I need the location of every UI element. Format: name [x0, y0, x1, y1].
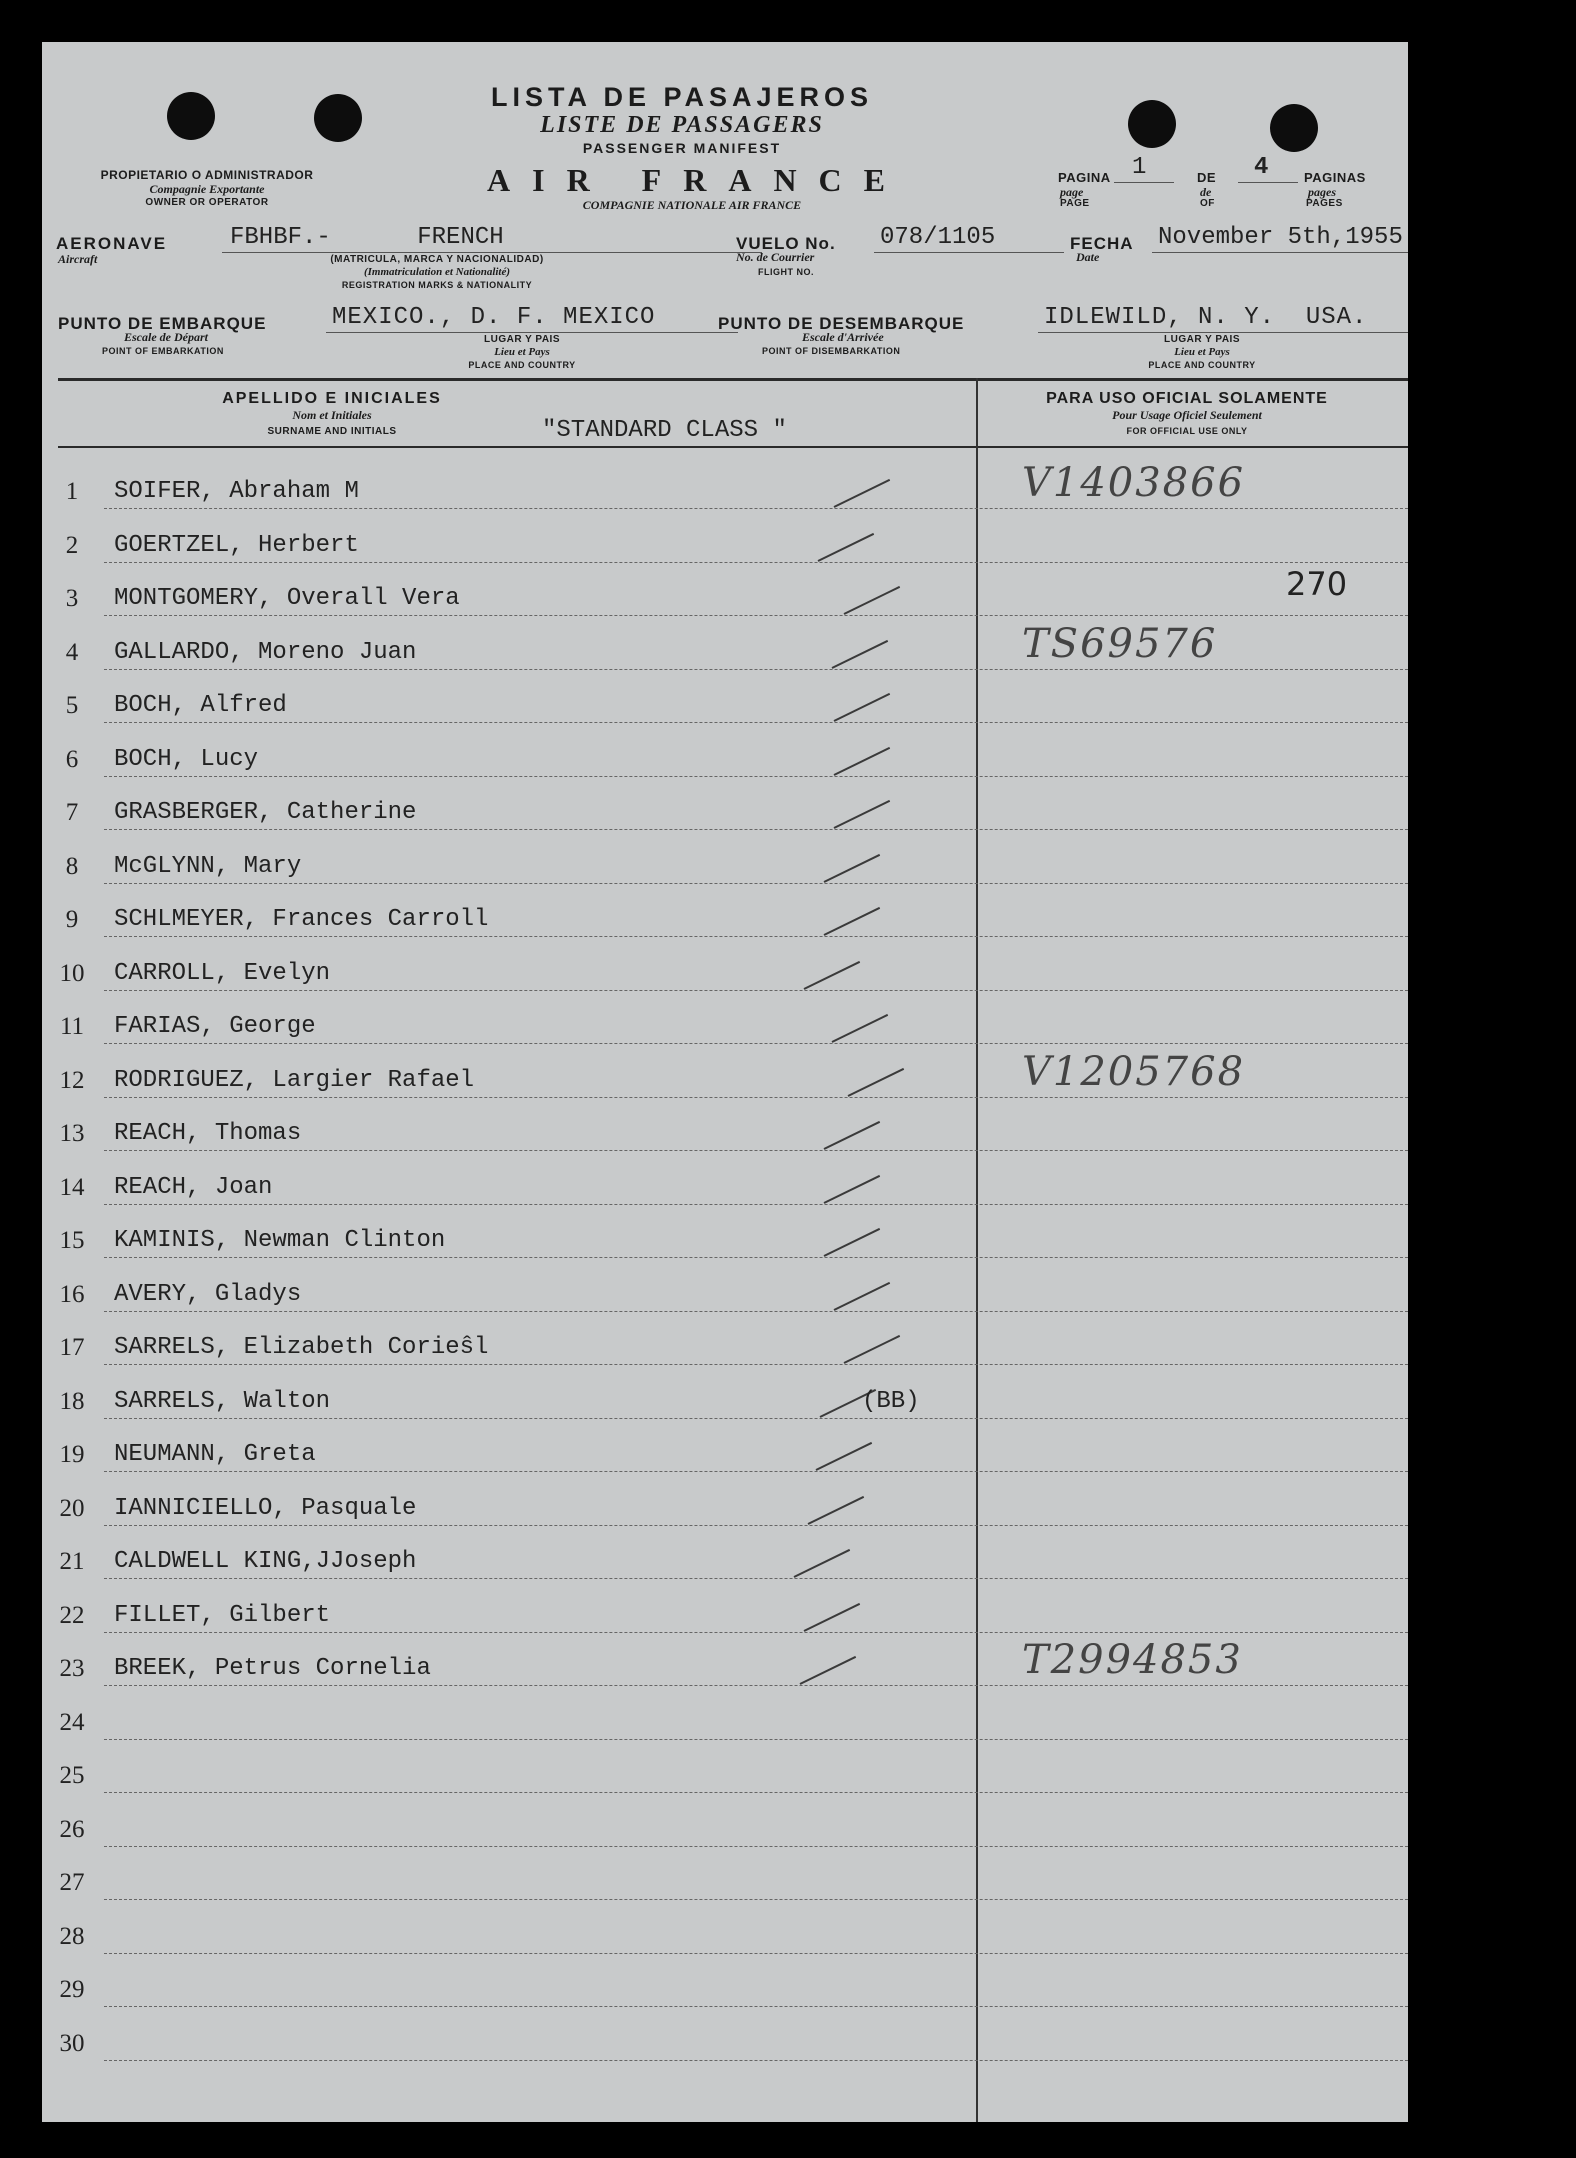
check-mark — [808, 1495, 865, 1524]
embark-sub3: PLACE AND COUNTRY — [468, 360, 576, 370]
embark-label-en: POINT OF EMBARKATION — [102, 346, 224, 356]
embark-value: MEXICO., D. F. MEXICO — [332, 304, 656, 331]
check-mark — [844, 1335, 901, 1364]
row-number: 11 — [59, 1013, 85, 1040]
passenger-name: BOCH, Lucy — [114, 745, 259, 773]
aircraft-sub2: (Immatriculation et Nationalité) — [363, 266, 511, 278]
row-rule — [104, 2006, 1408, 2007]
check-mark — [818, 532, 875, 561]
title-fr: LISTE DE PASSAGERS — [540, 112, 824, 138]
row-rule — [104, 936, 1408, 937]
row-rule — [104, 2060, 1408, 2061]
disembark-sub3: PLACE AND COUNTRY — [1148, 360, 1256, 370]
disembark-label-fr: Escale d'Arrivée — [802, 330, 884, 344]
disembark-sub1: LUGAR Y PAIS — [1163, 334, 1240, 345]
passenger-name: BOCH, Alfred — [114, 692, 287, 719]
page-number: 1 — [1132, 154, 1147, 181]
passenger-name: SARRELS, Elizabeth Corieŝl — [114, 1334, 489, 1361]
row-rule — [104, 1739, 1408, 1740]
date-label: FECHA — [1070, 234, 1134, 253]
row-rule — [104, 1204, 1408, 1205]
row-rule — [104, 1418, 1408, 1419]
de-fr-label: de — [1200, 185, 1212, 199]
col-surname-fr: Nom et Initiales — [292, 408, 372, 422]
title-es: LISTA DE PASAJEROS — [490, 82, 874, 112]
row-number: 12 — [59, 1066, 85, 1094]
row-rule — [104, 829, 1408, 830]
row-number: 22 — [59, 1601, 85, 1629]
of-en-label: OF — [1200, 198, 1215, 209]
row-number: 17 — [59, 1334, 85, 1361]
check-mark — [794, 1549, 851, 1578]
date-value: November 5th,1955 — [1158, 224, 1403, 251]
flight-label-en: FLIGHT NO. — [758, 267, 814, 277]
col-official-en: FOR OFFICIAL USE ONLY — [1126, 426, 1248, 436]
check-mark — [832, 639, 889, 668]
row-rule — [104, 990, 1408, 991]
check-mark — [844, 586, 901, 615]
row-number: 18 — [59, 1387, 85, 1415]
aircraft-sub3: REGISTRATION MARKS & NATIONALITY — [341, 280, 533, 290]
row-rule — [104, 1257, 1408, 1258]
row-number: 3 — [65, 585, 79, 612]
flight-number: 078/1105 — [880, 224, 996, 251]
row-number: 2 — [65, 531, 79, 559]
row-rule — [104, 562, 1408, 563]
table-header-rule — [58, 446, 1408, 448]
table-top-rule — [58, 378, 1408, 381]
official-number: T2994853 — [1022, 1637, 1243, 1683]
check-mark — [848, 1067, 905, 1096]
row-number: 27 — [59, 1869, 85, 1896]
owner-label-en: OWNER OR OPERATOR — [145, 197, 269, 208]
check-mark — [824, 1121, 881, 1150]
check-mark — [816, 1442, 873, 1471]
disembark-label: PUNTO DE DESEMBARQUE — [718, 314, 965, 333]
column-divider — [976, 378, 978, 2122]
passenger-name: RODRIGUEZ, Largier Rafael — [114, 1066, 475, 1094]
row-rule — [104, 1525, 1408, 1526]
row-number: 1 — [65, 478, 79, 505]
row-rule — [104, 669, 1408, 670]
check-mark — [800, 1656, 857, 1685]
row-number: 6 — [65, 745, 79, 773]
punch-hole-left-1 — [167, 92, 215, 140]
row-rule — [104, 1846, 1408, 1847]
row-rule — [104, 1953, 1408, 1954]
pagina-label: PAGINA — [1058, 170, 1111, 185]
check-mark — [824, 853, 881, 882]
punch-hole-right-1 — [1128, 100, 1176, 148]
row-number: 13 — [59, 1120, 85, 1147]
passenger-name: REACH, Joan — [114, 1173, 273, 1201]
passenger-name: IANNICIELLO, Pasquale — [114, 1494, 417, 1522]
check-mark — [804, 1602, 861, 1631]
passenger-name: CALDWELL KING,JJoseph — [114, 1548, 417, 1575]
row-rule — [104, 722, 1408, 723]
embark-sub1: LUGAR Y PAIS — [483, 334, 560, 345]
row-rule — [104, 1578, 1408, 1579]
airline-subtitle: COMPAGNIE NATIONALE AIR FRANCE — [582, 198, 802, 212]
row-number: 9 — [65, 906, 79, 933]
de-label: DE — [1197, 170, 1217, 185]
flight-label-fr: No. de Courrier — [736, 250, 815, 264]
punch-hole-left-2 — [314, 94, 362, 142]
row-number: 7 — [65, 799, 79, 826]
row-number: 16 — [59, 1280, 85, 1308]
row-number: 28 — [59, 1922, 85, 1950]
passenger-name: NEUMANN, Greta — [114, 1441, 316, 1468]
date-label-fr: Date — [1076, 250, 1100, 264]
official-number: V1205768 — [1022, 1048, 1246, 1095]
passenger-name: AVERY, Gladys — [114, 1280, 302, 1308]
official-stamp-number: 270 — [1286, 565, 1348, 603]
check-mark — [824, 1228, 881, 1257]
col-surname-es: APELLIDO E INICIALES — [222, 390, 442, 407]
col-surname-en: SURNAME AND INITIALS — [267, 426, 397, 437]
check-mark — [824, 907, 881, 936]
passenger-name: GALLARDO, Moreno Juan — [114, 638, 417, 666]
airline-name: AIR FRANCE — [487, 162, 907, 198]
passenger-name: GRASBERGER, Catherine — [114, 799, 417, 826]
row-rule — [104, 1685, 1408, 1686]
row-number: 26 — [59, 1815, 85, 1843]
official-number: TS69576 — [1022, 620, 1218, 667]
row-number: 20 — [59, 1494, 85, 1522]
aircraft-label: AERONAVE — [56, 234, 168, 253]
row-number: 30 — [59, 2029, 85, 2057]
row-number: 19 — [59, 1441, 85, 1468]
manifest-page — [42, 42, 1408, 2122]
disembark-sub2: Lieu et Pays — [1174, 346, 1230, 358]
punch-hole-right-2 — [1270, 104, 1318, 152]
row-rule — [104, 1150, 1408, 1151]
row-number: 21 — [59, 1548, 85, 1575]
class-label: "STANDARD CLASS " — [542, 417, 787, 444]
row-number: 29 — [59, 1976, 85, 2003]
row-rule — [104, 615, 1408, 616]
passenger-name: SCHLMEYER, Frances Carroll — [114, 906, 489, 933]
row-note: (BB) — [862, 1387, 920, 1415]
passenger-name: FILLET, Gilbert — [114, 1601, 331, 1629]
pages-en-label: PAGES — [1306, 198, 1343, 209]
row-rule — [104, 508, 1408, 509]
check-mark — [832, 1014, 889, 1043]
aircraft-sub1: (MATRICULA, MARCA Y NACIONALIDAD) — [330, 254, 544, 265]
row-rule — [104, 883, 1408, 884]
row-number: 14 — [59, 1173, 85, 1201]
row-number: 23 — [59, 1655, 85, 1682]
page-total: 4 — [1254, 154, 1269, 181]
disembark-value: IDLEWILD, N. Y. USA. — [1044, 304, 1368, 331]
passenger-name: GOERTZEL, Herbert — [114, 531, 359, 559]
passenger-name: REACH, Thomas — [114, 1120, 302, 1147]
row-rule — [104, 1097, 1408, 1098]
embark-label-fr: Escale de Départ — [124, 330, 208, 344]
passenger-name: SARRELS, Walton — [114, 1387, 331, 1415]
aircraft-label-fr: Aircraft — [58, 252, 98, 266]
owner-label-fr: Compagnie Exportante — [149, 182, 265, 196]
check-mark — [834, 800, 891, 829]
page-en-label: PAGE — [1060, 198, 1090, 209]
passenger-name: McGLYNN, Mary — [114, 852, 302, 880]
check-mark — [834, 693, 891, 722]
row-number: 8 — [65, 852, 79, 880]
check-mark — [834, 1281, 891, 1310]
embark-label: PUNTO DE EMBARQUE — [58, 314, 267, 333]
row-number: 24 — [59, 1708, 85, 1736]
col-official-es: PARA USO OFICIAL SOLAMENTE — [1046, 390, 1328, 407]
check-mark — [834, 746, 891, 775]
row-rule — [104, 1311, 1408, 1312]
passenger-name: SOIFER, Abraham M — [114, 478, 359, 505]
title-en: PASSENGER MANIFEST — [582, 140, 782, 156]
row-number: 4 — [65, 638, 79, 666]
row-rule — [104, 1792, 1408, 1793]
row-number: 25 — [59, 1762, 85, 1789]
row-rule — [104, 1632, 1408, 1633]
row-number: 5 — [65, 692, 79, 719]
passenger-name: MONTGOMERY, Overall Vera — [114, 585, 460, 612]
row-rule — [104, 1043, 1408, 1044]
row-rule — [104, 1471, 1408, 1472]
flight-label: VUELO No. — [736, 234, 836, 253]
owner-label-es: PROPIETARIO O ADMINISTRADOR — [100, 168, 314, 182]
pages-fr-label: pages — [1308, 185, 1336, 199]
check-mark — [804, 960, 861, 989]
embark-sub2: Lieu et Pays — [494, 346, 550, 358]
paginas-label: PAGINAS — [1304, 170, 1366, 185]
check-mark — [834, 479, 891, 508]
passenger-name: FARIAS, George — [114, 1013, 316, 1040]
disembark-label-en: POINT OF DISEMBARKATION — [762, 346, 901, 356]
row-number: 10 — [59, 959, 85, 987]
passenger-name: KAMINIS, Newman Clinton — [114, 1227, 446, 1254]
row-rule — [104, 1899, 1408, 1900]
passenger-name: BREEK, Petrus Cornelia — [114, 1655, 431, 1682]
col-official-fr: Pour Usage Oficiel Seulement — [1112, 408, 1262, 422]
row-rule — [104, 776, 1408, 777]
row-rule — [104, 1364, 1408, 1365]
check-mark — [824, 1174, 881, 1203]
page-fr-label: page — [1060, 185, 1084, 199]
row-number: 15 — [59, 1227, 85, 1254]
official-number: V1403866 — [1022, 460, 1246, 506]
aircraft-value: FBHBF.- FRENCH — [230, 224, 504, 251]
passenger-name: CARROLL, Evelyn — [114, 959, 331, 987]
